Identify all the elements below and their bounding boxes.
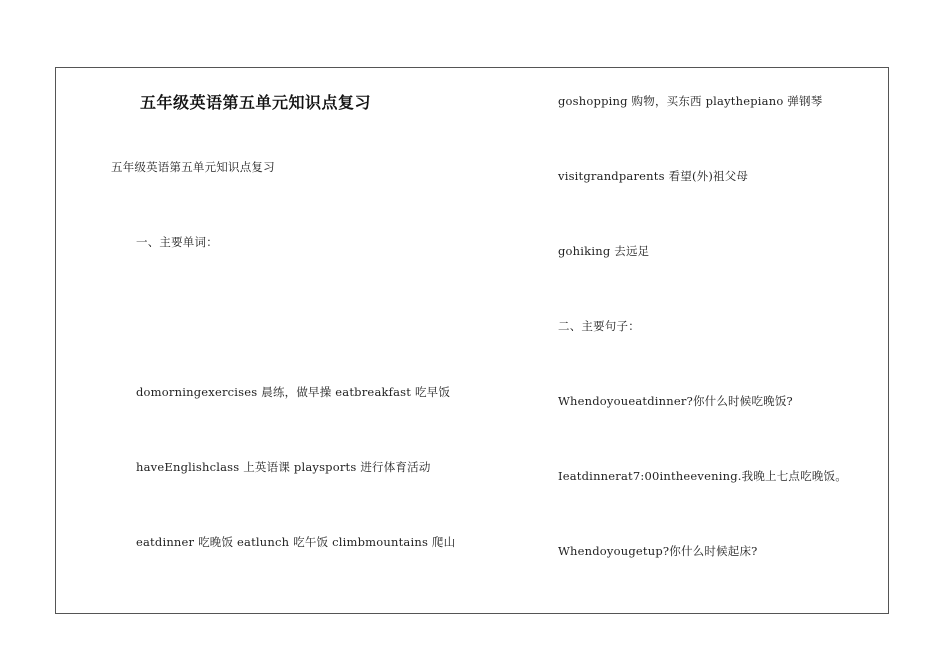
vocab-line: haveEnglishclass 上英语课 playsports 进行体育活动 (136, 460, 431, 474)
sentence-line: Whendoyougetup?你什么时候起床? (558, 544, 758, 558)
vocab-line: gohiking 去远足 (558, 244, 650, 258)
section-heading-vocabulary: 一、主要单词： (136, 235, 218, 249)
section-heading-sentences: 二、主要句子： (558, 319, 640, 333)
vocab-line: goshopping 购物，买东西 playthepiano 弹钢琴 (558, 94, 823, 108)
sentence-line: Whendoyoueatdinner?你什么时候吃晚饭? (558, 394, 793, 408)
sentence-line: Ieatdinnerat7:00intheevening.我晚上七点吃晚饭。 (558, 469, 847, 483)
vocab-line: domorningexercises 晨练，做早操 eatbreakfast 吃早饭 (136, 385, 451, 399)
vocab-line: visitgrandparents 看望(外)祖父母 (558, 169, 749, 183)
document-page-frame (55, 67, 889, 614)
document-subtitle: 五年级英语第五单元知识点复习 (111, 160, 275, 174)
vocab-line: eatdinner 吃晚饭 eatlunch 吃午饭 climbmountains 爬山 (136, 535, 456, 549)
document-title: 五年级英语第五单元知识点复习 (140, 93, 372, 112)
